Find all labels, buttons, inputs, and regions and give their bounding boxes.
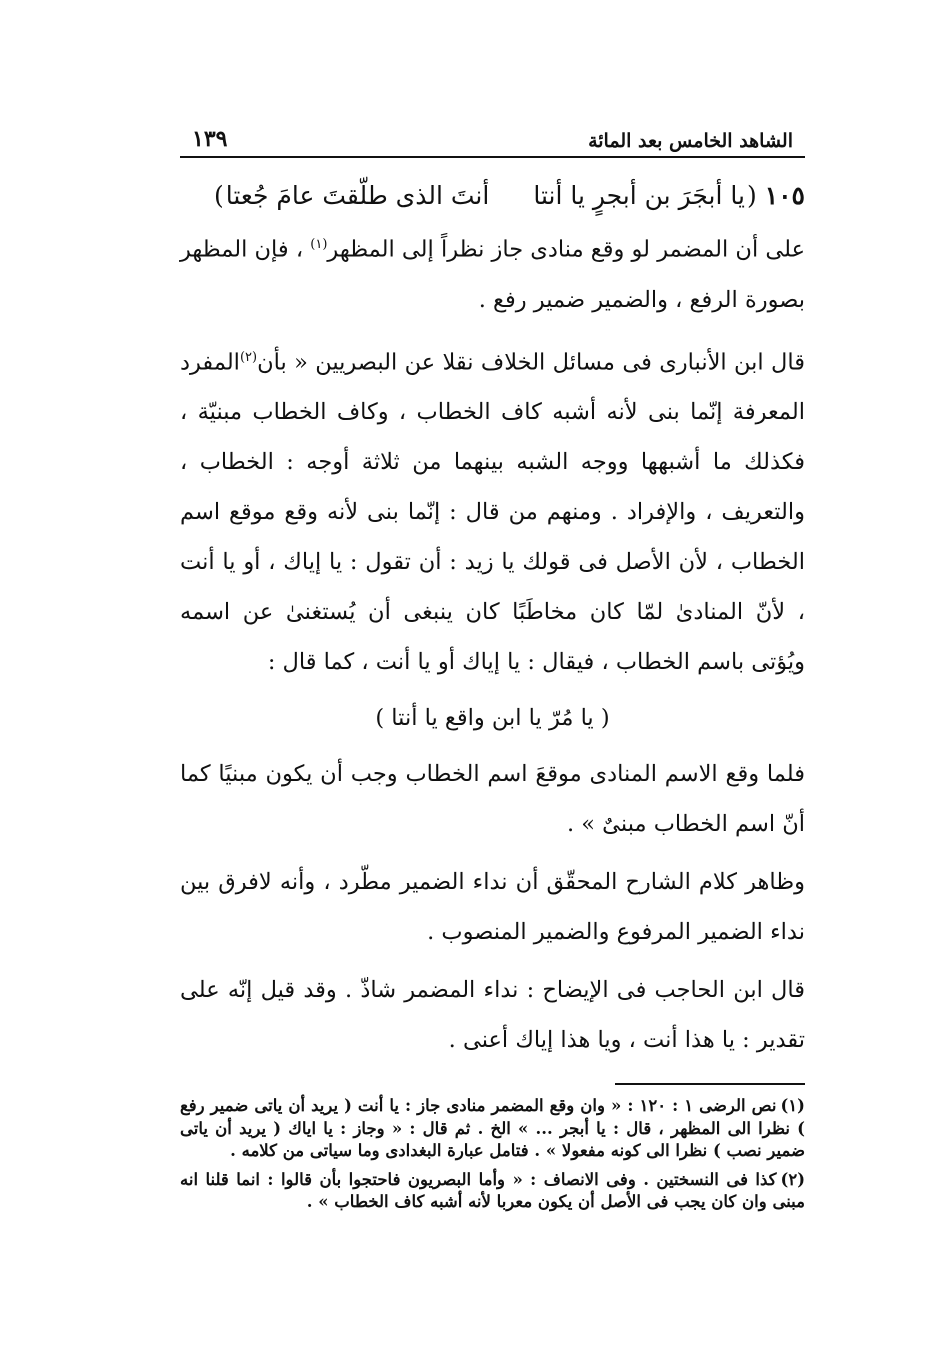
running-title: الشاهد الخامس بعد المائة (588, 130, 793, 152)
paragraph-3: فلما وقع الاسم المنادى موقعَ اسم الخطاب وجب أن يكون مبنيًا كما أنّ اسم الخطاب مبنىٌ » . (180, 761, 805, 837)
footnote-ref-2: (٢) (239, 349, 258, 365)
verse-open-paren: ( (746, 181, 757, 210)
footnote-2-number: (٢) (780, 1169, 805, 1189)
poetic-verse (180, 172, 805, 220)
footnote-2 (180, 1169, 805, 1214)
paragraph-2-text-a: قال ابن الأنبارى فى مسائل الخلاف نقلا عن البصريين « بأن (257, 349, 805, 375)
verse-hemistich-2: أنتَ الذى طلّقتَ عامَ جُعتا (225, 181, 490, 210)
book-page (180, 120, 805, 1220)
footnote-2-text: كذا فى النسختين . وفى الانصاف : « وأما البصريون فاحتجوا بأن قالوا : انما قلنا انه مبنى وان كان يجب فى الأصل أن يكون معربا لأنه أشبه كاف الخطاب » . (180, 1169, 805, 1211)
quoted-verse: ( يا مُرّ يا ابن واقع يا أنتا ) (375, 705, 610, 731)
verse-close-paren: ) (214, 181, 224, 210)
footnote-1-text: نص الرضى ١ : ١٢٠ : « وان وقع المضمر منادى جاز : يا أنت ( يريد أن ياتى ضمير رفع ) نظرا الى المظهر ، قال : يا أبجر ... » الخ . ثم قال : « وجاز : يا اياك ( يريد أن ياتى ضمير نصب ) نظرا الى كونه مفعولا » . فتامل عبارة البغدادى وما سياتى من كلامه . (180, 1096, 805, 1160)
verse-hemistich-1: يا أبجَرَ بن أبجرٍ يا أنتا (533, 181, 745, 210)
paragraph-4: وظاهر كلام الشارح المحقّق أن نداء الضمير مطّرد ، وأنه لافرق بين نداء الضمير المرفوع والضمير المنصوب . (180, 869, 805, 945)
page-number: ١٣٩ (192, 126, 228, 152)
verse-number: ١٠٥ (764, 181, 805, 210)
page-header (180, 120, 805, 158)
paragraph-2 (180, 333, 805, 688)
paragraph-2-text-b: المفرد المعرفة إنّما بنى لأنه أشبه كاف الخطاب ، وكاف الخطاب مبنيّة ، فكذلك ما أشبهها ووجه الشبه بينهما من ثلاثة أوجه : الخطاب ، والتعريف ، والإفراد . ومنهم من قال : إنّما بنى لأنه وقع موقع اسم الخطاب ، لأن الأصل فى قولك يا زيد : أن تقول : يا إياك ، أو يا أنت ، لأنّ المنادىٰ لمّا كان مخاطَبًا كان ينبغى أن يُستغنىٰ عن اسمه ويُؤتى باسم الخطاب ، فيقال : يا إياك أو يا أنت ، كما قال : (180, 349, 805, 675)
footnote-1-number: (١) (780, 1096, 805, 1115)
paragraph-1 (180, 220, 805, 325)
footnote-ref-1: (١) (310, 237, 328, 252)
paragraph-1-text-a: على أن المضمر لو وقع منادى جاز نظراً إلى المظهر (327, 236, 805, 263)
footnote-1 (180, 1095, 805, 1163)
footnote-divider (615, 1083, 805, 1085)
paragraph-5: قال ابن الحاجب فى الإيضاح : نداء المضمر شاذّ . وقد قيل إنّه على تقدير : يا هذا أنت ، ويا هذا إياك أعنى . (180, 977, 805, 1053)
paragraph-1-text-b: ، فإن المظهر بصورة الرفع ، والضمير ضمير رفع . (180, 236, 805, 313)
